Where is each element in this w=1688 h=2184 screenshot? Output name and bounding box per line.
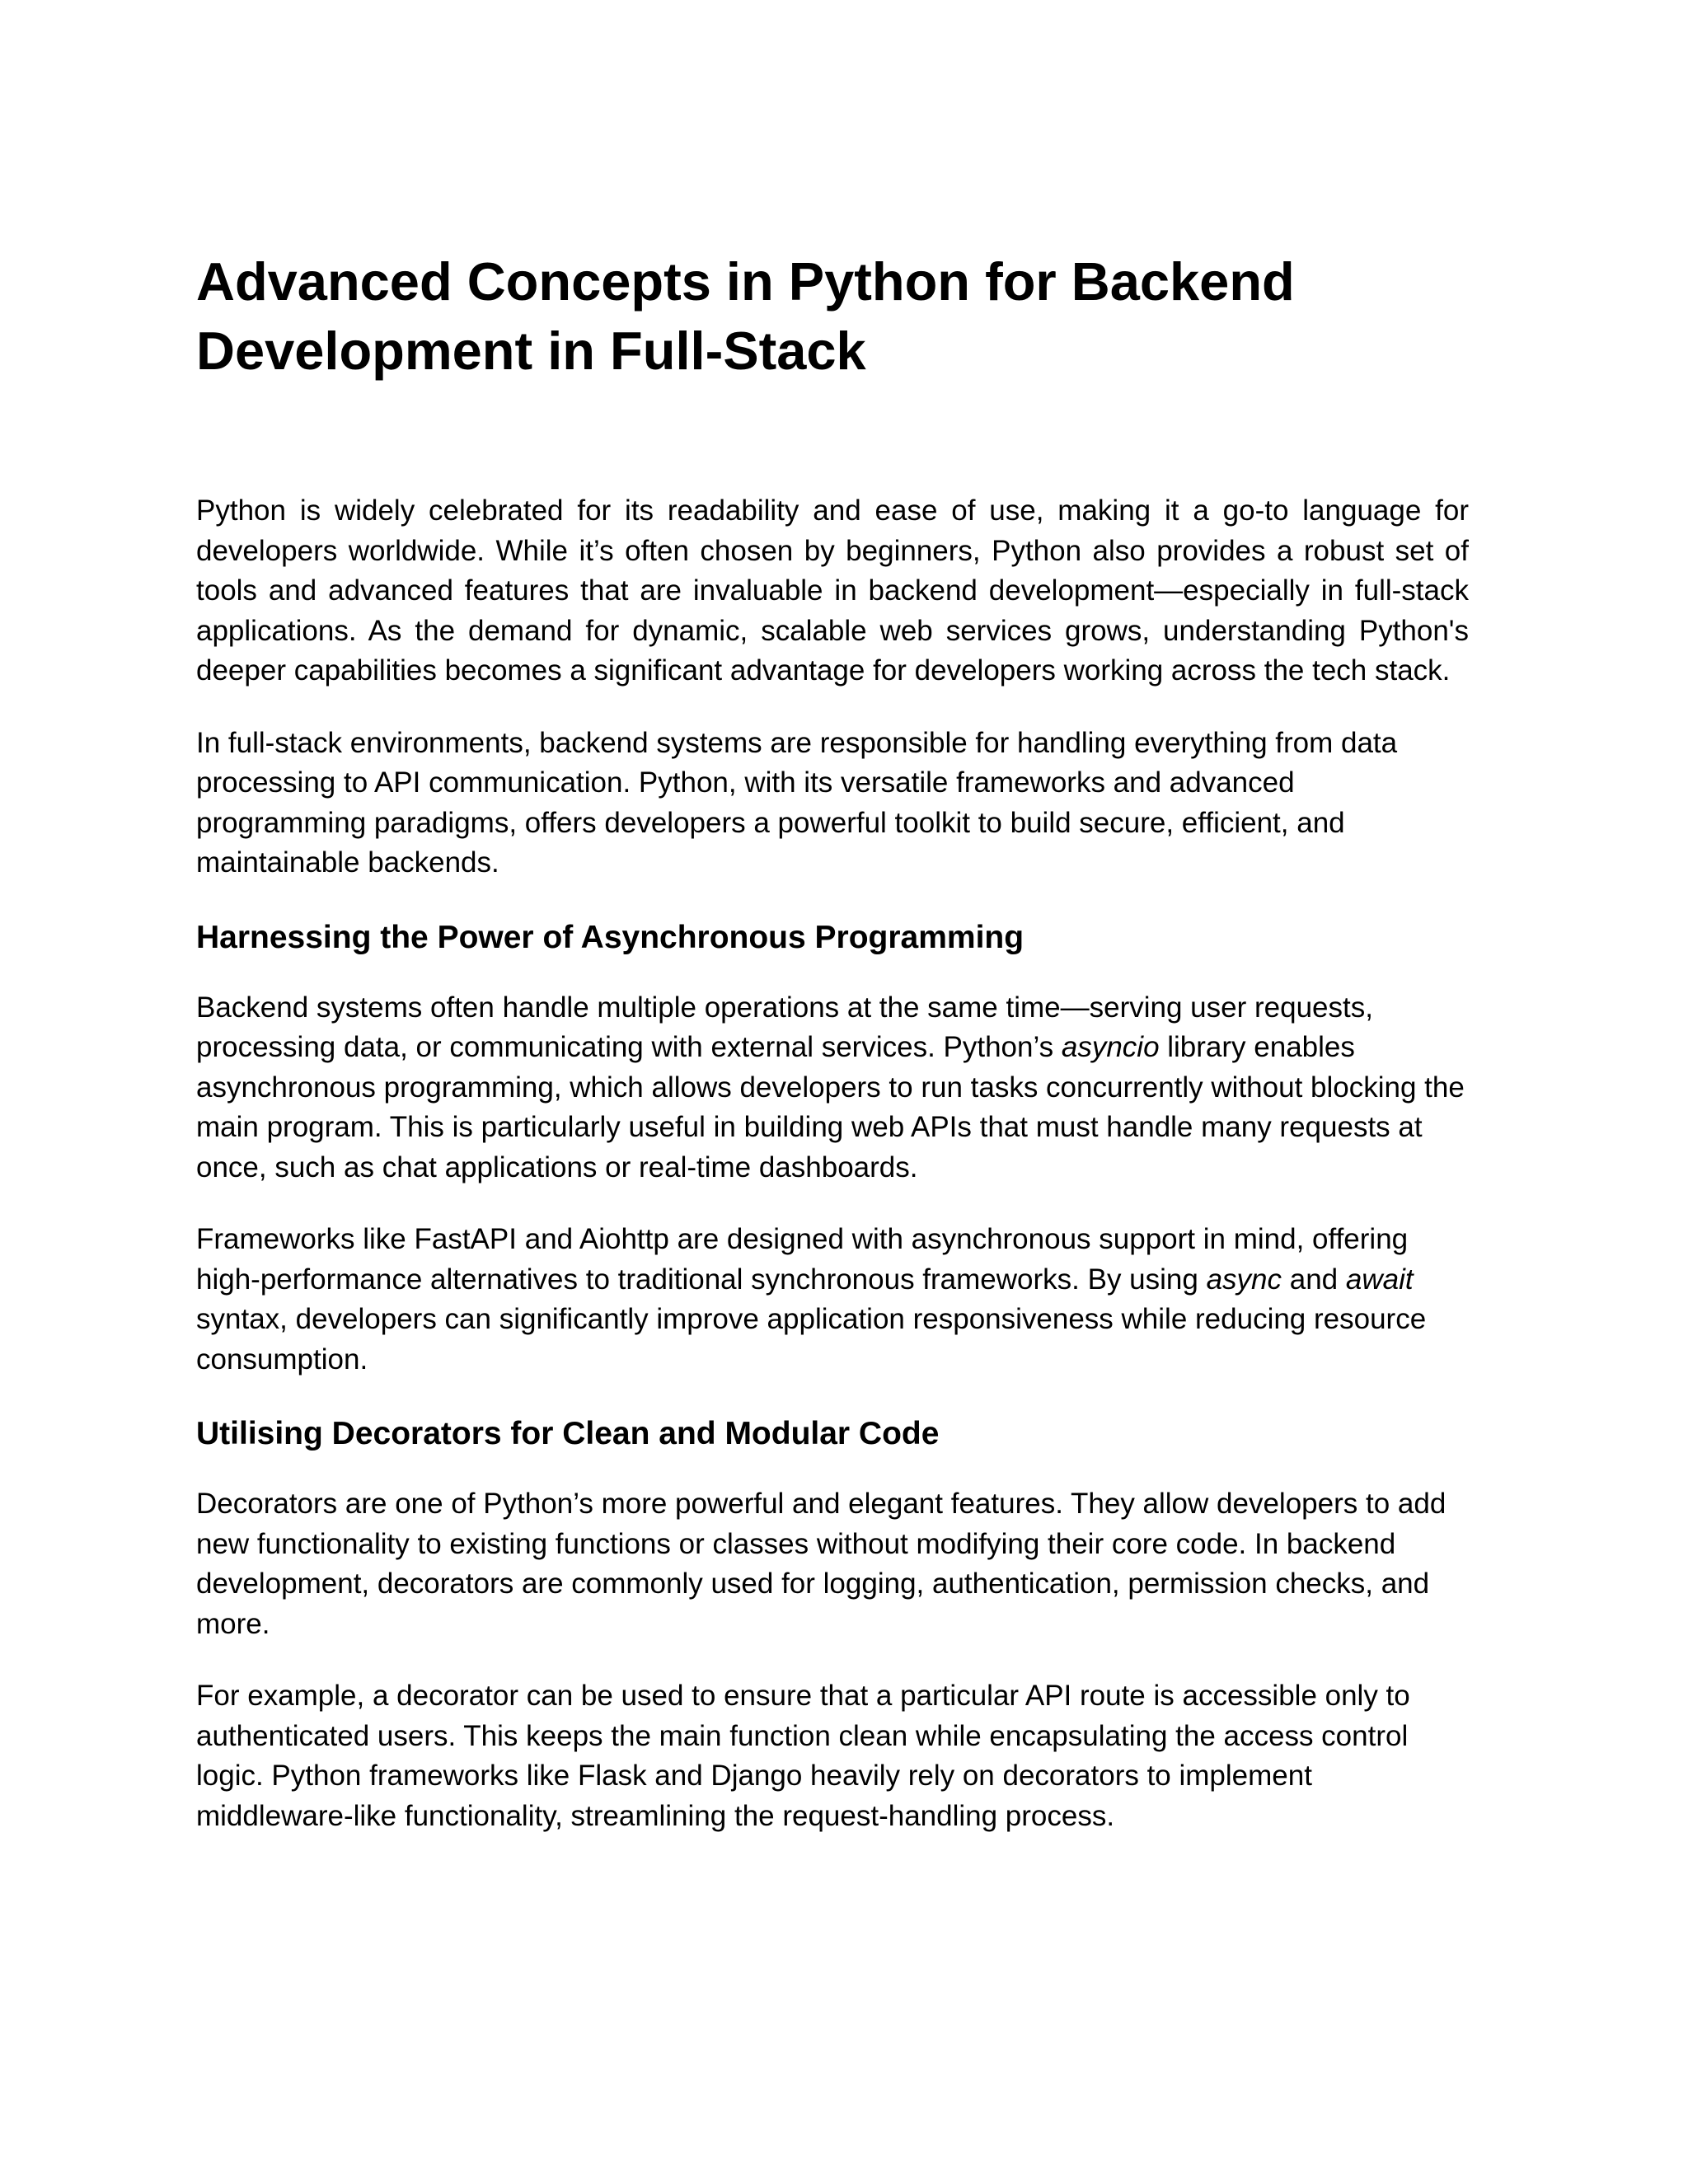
async-await-connector: and bbox=[1282, 1263, 1346, 1296]
intro-paragraph-1: Python is widely celebrated for its readability and ease of use, making it a go-to language for developers worldwide. While it’s often chosen by beginners, Python also provides a robust set of tools and advanced features that are invaluable in backend development—especially in full-stack applications. As the demand for dynamic, scalable web services grows, understanding Python's deeper capabilities becomes a significant advantage for developers working across the tech stack. bbox=[196, 494, 1469, 687]
section-heading-async: Harnessing the Power of Asynchronous Programming bbox=[196, 919, 1025, 955]
decorators-paragraph-2: For example, a decorator can be used to ensure that a particular API route is accessible only to authenticated users. This keeps the main function clean while encapsulating the access control logic. Python frameworks like Flask and Django heavily rely on decorators to implement middleware-like functionality, streamlining the request-handling process. bbox=[196, 1680, 1410, 1832]
async-paragraph-2 bbox=[196, 1220, 1469, 1380]
async-paragraph-2-text-start: Frameworks like FastAPI and Aiohttp are designed with asynchronous support in mind, offering high-performance alternatives to traditional synchronous frameworks. By using bbox=[196, 1223, 1409, 1296]
async-paragraph-1 bbox=[196, 988, 1469, 1188]
async-keyword: async bbox=[1206, 1263, 1282, 1296]
intro-paragraph-2: In full-stack environments, backend systems are responsible for handling everything from data processing to API communication. Python, with its versatile frameworks and advanced programming paradigms, offers developers a powerful toolkit to build secure, efficient, and maintainable backends. bbox=[196, 726, 1398, 879]
await-keyword: await bbox=[1345, 1263, 1414, 1296]
document-title: Advanced Concepts in Python for Backend Development in Full-Stack bbox=[196, 251, 1295, 381]
decorators-paragraph-1: Decorators are one of Python’s more powerful and elegant features. They allow developers to add new functionality to existing functions or classes without modifying their core code. In backend development, decorators are commonly used for logging, authentication, permission checks, and more. bbox=[196, 1488, 1447, 1640]
async-paragraph-1-text-end: library enables asynchronous programming, which allows developers to run tasks concurrently without blocking the main program. This is particularly useful in building web APIs that must handle many requests at once, such as chat applications or real-time dashboards. bbox=[196, 1031, 1465, 1183]
async-paragraph-1-text-start: Backend systems often handle multiple operations at the same time—serving user requests, processing data, or communicating with external services. Python’s bbox=[196, 991, 1373, 1063]
asyncio-term: asyncio bbox=[1061, 1031, 1160, 1063]
section-heading-decorators: Utilising Decorators for Clean and Modular Code bbox=[196, 1416, 940, 1451]
async-paragraph-2-text-end: syntax, developers can significantly improve application responsiveness while reducing resource consumption. bbox=[196, 1303, 1427, 1376]
document-content bbox=[196, 247, 1469, 1836]
